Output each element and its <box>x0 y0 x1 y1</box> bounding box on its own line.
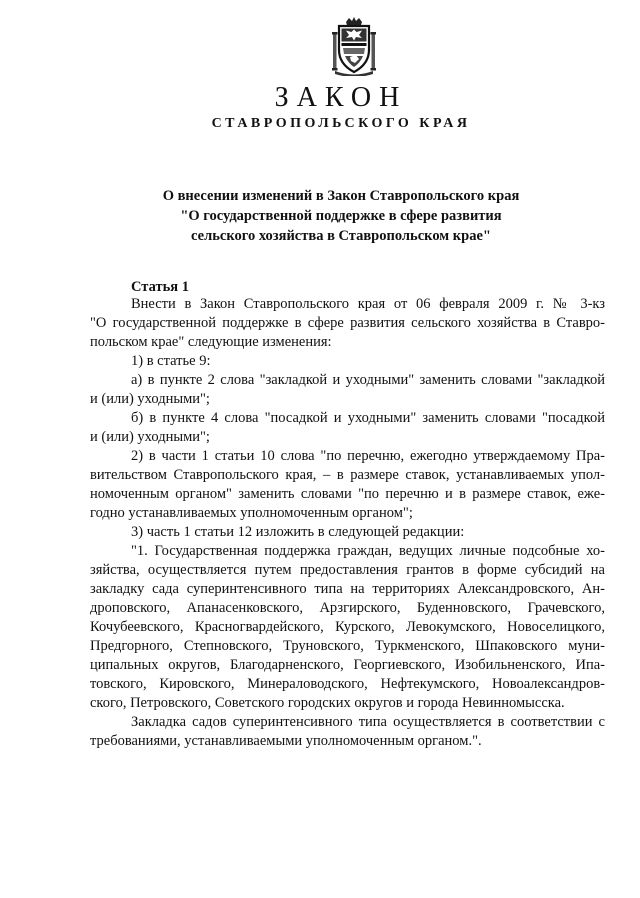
body-line: 1) в статье 9: <box>131 353 211 369</box>
body-line: дроповского, Апанасенковского, Арзгирского, Буденновского, Грачевского, <box>90 600 605 616</box>
body-line: вительством Ставропольского края, – в размере ставок, устанавливаемых упол- <box>90 467 605 483</box>
body-line: б) в пункте 4 слова "посадкой и уходными" заменить словами "посадкой <box>131 410 605 426</box>
body-line: зяйства, осуществляется путем предоставления грантов в форме субсидий на <box>90 562 605 578</box>
body-line: и (или) уходными"; <box>90 391 210 407</box>
body-line: требованиями, устанавливаемыми уполномоченным органом.". <box>90 733 482 749</box>
body-line: номоченным органом" заменить словами "по перечню и в размере ставок, еже- <box>90 486 605 502</box>
body-line: "О государственной поддержке в сфере развития сельского хозяйства в Ставро- <box>90 315 605 331</box>
body-line: ципальных округов, Благодарненского, Георгиевского, Изобильненского, Ипа- <box>90 657 605 673</box>
article-body <box>90 295 605 751</box>
article-title: Статья 1 <box>131 279 189 295</box>
body-line: товского, Кировского, Минераловодского, Нефтекумского, Новоалександров- <box>90 676 605 692</box>
body-line: 2) в части 1 статьи 10 слова "по перечню, ежегодно утверждаемому Пра- <box>131 448 605 464</box>
body-line: ского, Петровского, Советского городских округов и города Невинномысска. <box>90 695 565 711</box>
heading-line: О внесении изменений в Закон Ставропольского края <box>162 188 520 204</box>
body-line: закладку сада суперинтенсивного типа на территориях Александровского, Ан- <box>90 581 605 597</box>
body-line: и (или) уходными"; <box>90 429 210 445</box>
body-line: Внести в Закон Ставропольского края от 06 февраля 2009 г. № 3-кз <box>131 296 605 312</box>
region-name: СТАВРОПОЛЬСКОГО КРАЯ <box>211 116 471 131</box>
law-title: ЗАКОН <box>274 82 408 113</box>
body-line: 3) часть 1 статьи 12 изложить в следующей редакции: <box>131 524 465 540</box>
heading-line: "О государственной поддержке в сфере развития <box>180 208 502 224</box>
body-line: Предгорного, Степновского, Труновского, Туркменского, Шпаковского муни- <box>90 638 605 654</box>
body-line: Кочубеевского, Красногвардейского, Курского, Левокумского, Новоселицкого, <box>90 619 605 635</box>
body-line: Закладка садов суперинтенсивного типа осуществляется в соответствии с <box>131 714 605 730</box>
body-line: годно устанавливаемых уполномоченным органом"; <box>90 505 413 521</box>
heading-line: сельского хозяйства в Ставропольском крае" <box>191 228 491 244</box>
body-line: польском крае" следующие изменения: <box>90 334 332 350</box>
body-line: "1. Государственная поддержка граждан, ведущих личные подсобные хо- <box>131 543 605 559</box>
document-heading <box>0 186 640 246</box>
coat-of-arms-icon <box>329 16 379 76</box>
body-line: а) в пункте 2 слова "закладкой и уходными" заменить словами "закладкой <box>131 372 605 388</box>
